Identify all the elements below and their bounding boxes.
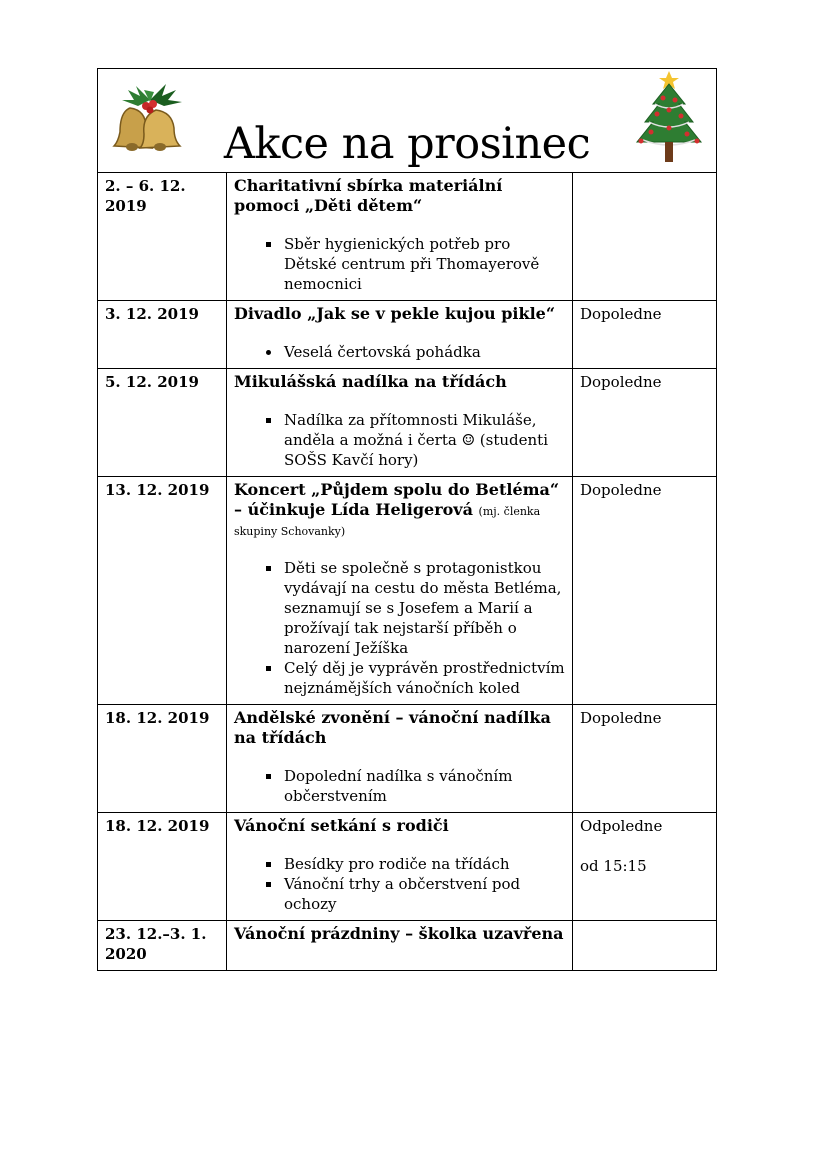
- event-description: [227, 301, 573, 369]
- event-bullet: ▪ Dopolední nadílka s vánočním občerstvením: [282, 766, 565, 806]
- event-row: [98, 369, 717, 477]
- event-title: Vánoční setkání s rodiči: [234, 816, 449, 835]
- event-row: [98, 301, 717, 369]
- event-date: 3. 12. 2019: [98, 301, 227, 369]
- event-title: Vánoční prázdniny – školka uzavřena: [234, 924, 564, 943]
- event-bullets: [234, 558, 565, 698]
- event-time: [573, 921, 717, 971]
- event-description: [227, 813, 573, 921]
- event-time: [573, 173, 717, 301]
- event-time: [573, 813, 717, 921]
- event-row: [98, 921, 717, 971]
- event-time: Dopoledne: [573, 301, 717, 369]
- event-bullets: [234, 234, 565, 294]
- event-bullets: [234, 854, 565, 914]
- event-title: Andělské zvonění – vánoční nadílka na třídách: [234, 708, 551, 747]
- event-bullet: ▪ Vánoční trhy a občerstvení pod ochozy: [282, 874, 565, 914]
- event-description: [227, 477, 573, 705]
- event-time: Dopoledne: [573, 705, 717, 813]
- event-row: [98, 705, 717, 813]
- event-description: [227, 369, 573, 477]
- event-bullet: ▪ Besídky pro rodiče na třídách: [282, 854, 565, 874]
- event-bullets: [234, 766, 565, 806]
- event-title: Divadlo „Jak se v pekle kujou pikle“: [234, 304, 556, 323]
- event-bullet: ▪ Celý děj je vyprávěn prostřednictvím nejznámějších vánočních koled: [282, 658, 565, 698]
- event-description: [227, 921, 573, 971]
- event-date: 2. – 6. 12. 2019: [98, 173, 227, 301]
- event-title-note: (mj. členka skupiny Schovanky): [234, 505, 541, 538]
- event-bullet: ▪ Nadílka za přítomnosti Mikuláše, anděla a možná i čerta ☺ (studenti SOŠS Kavčí hory): [282, 410, 565, 470]
- event-title: Charitativní sbírka materiální pomoci „Děti dětem“: [234, 176, 503, 215]
- christmas-tree-icon: [629, 70, 709, 166]
- page-title: Akce na prosinec: [223, 119, 591, 169]
- event-description: [227, 173, 573, 301]
- event-time-start: od 15:15: [580, 857, 647, 875]
- event-bullets: [234, 342, 565, 362]
- event-row: [98, 173, 717, 301]
- event-row: [98, 813, 717, 921]
- event-title-text: Koncert „Půjdem spolu do Betléma“ – účinkuje Lída Heligerová: [234, 480, 560, 519]
- event-date: 18. 12. 2019: [98, 705, 227, 813]
- event-title: Mikulášská nadílka na třídách: [234, 372, 507, 391]
- event-date: 13. 12. 2019: [98, 477, 227, 705]
- header-cell: [98, 69, 717, 173]
- event-bullet: • Veselá čertovská pohádka: [282, 342, 565, 362]
- events-table: [97, 68, 717, 971]
- event-title: [234, 480, 565, 540]
- event-row: [98, 477, 717, 705]
- schedule-sheet: [97, 68, 716, 971]
- event-time-label: Odpoledne: [580, 817, 663, 835]
- event-date: 18. 12. 2019: [98, 813, 227, 921]
- event-bullets: [234, 410, 565, 470]
- event-time: Dopoledne: [573, 369, 717, 477]
- event-bullet: ▪ Sběr hygienických potřeb pro Dětské centrum při Thomayerově nemocnici: [282, 234, 565, 294]
- header-row: [98, 69, 717, 173]
- event-time: Dopoledne: [573, 477, 717, 705]
- event-bullet: ▪ Děti se společně s protagonistkou vydávají na cestu do města Betléma, seznamují se s Josefem a Marií a prožívají tak nejstarší příběh o narození Ježíška: [282, 558, 565, 658]
- event-date: 5. 12. 2019: [98, 369, 227, 477]
- event-description: [227, 705, 573, 813]
- event-date: 23. 12.–3. 1. 2020: [98, 921, 227, 971]
